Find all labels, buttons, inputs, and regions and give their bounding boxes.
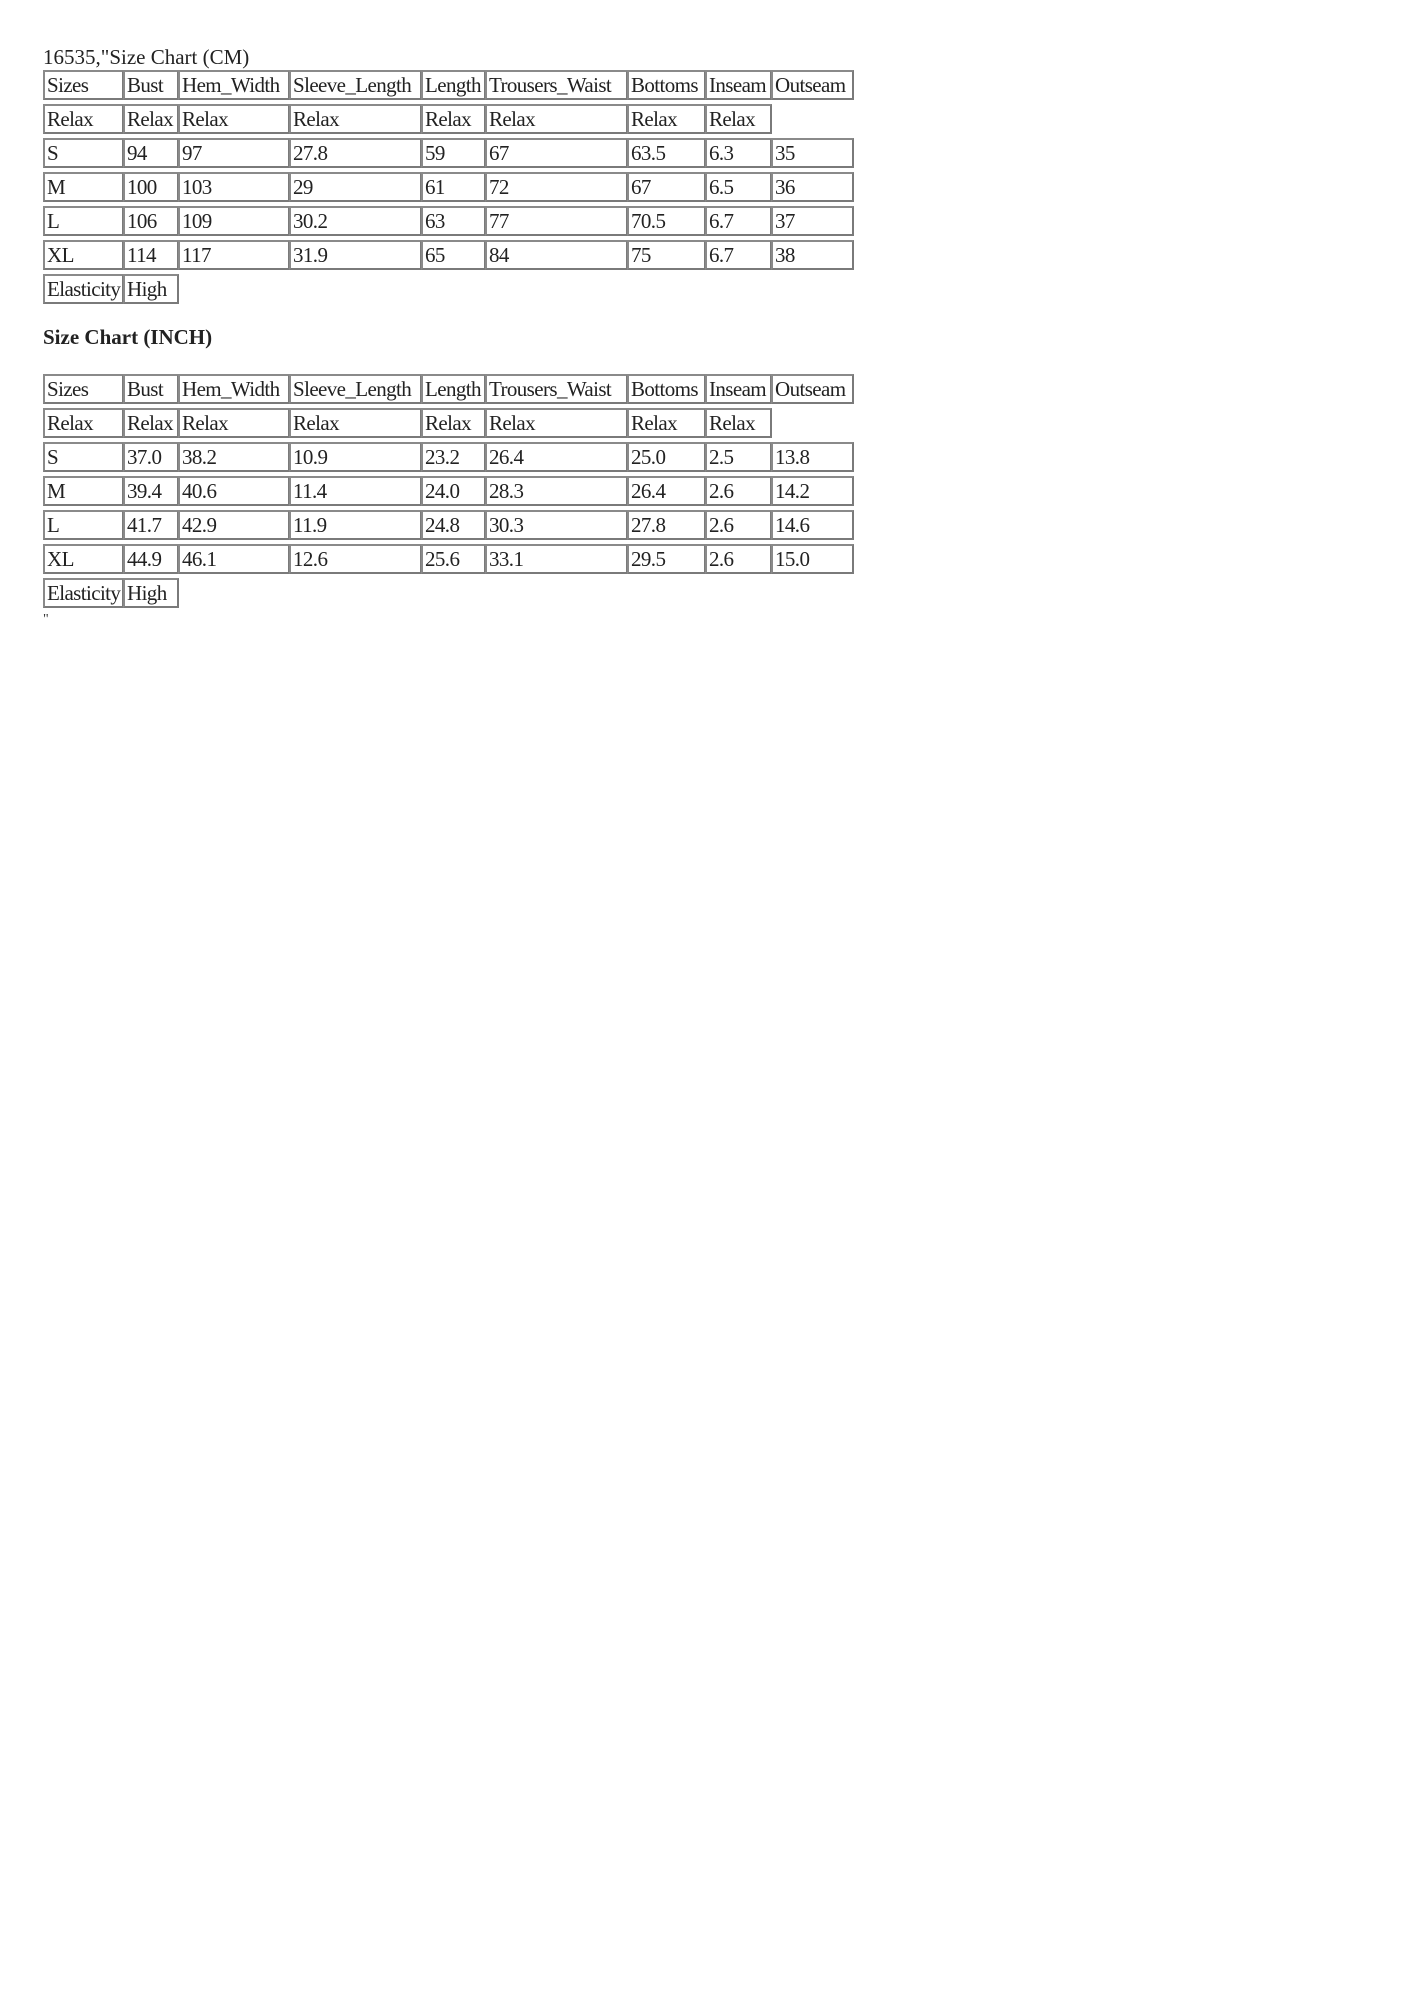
cell-trousers-waist: 72 [485, 172, 628, 202]
cell-trousers-waist: 26.4 [485, 442, 628, 472]
cell-inseam: Inseam [705, 374, 772, 404]
cell-bust: High [123, 578, 179, 608]
cell-trousers-waist: Trousers_Waist [485, 374, 628, 404]
cell-sleeve-length: 10.9 [289, 442, 422, 472]
cell-sleeve-length: 31.9 [289, 240, 422, 270]
cell-outseam: 14.2 [771, 476, 854, 506]
table-row [43, 476, 1373, 510]
cell-bottoms: 67 [627, 172, 706, 202]
cell-length: Relax [421, 408, 486, 438]
cell-sizes: Sizes [43, 70, 124, 100]
cell-trousers-waist: 67 [485, 138, 628, 168]
cell-hem-width: Relax [178, 104, 290, 134]
cell-sleeve-length: 27.8 [289, 138, 422, 168]
cell-length: Length [421, 374, 486, 404]
cell-inseam: Inseam [705, 70, 772, 100]
cell-sizes: XL [43, 544, 124, 574]
cell-bottoms: Bottoms [627, 70, 706, 100]
size-chart-cm-title: 16535,"Size Chart (CM) [43, 45, 250, 69]
cell-hem-width: 42.9 [178, 510, 290, 540]
table-header-row [43, 374, 1373, 408]
cell-hem-width: 46.1 [178, 544, 290, 574]
cell-trousers-waist: 30.3 [485, 510, 628, 540]
cell-bust: 100 [123, 172, 179, 202]
cell-outseam: 36 [771, 172, 854, 202]
cell-inseam: Relax [705, 104, 772, 134]
size-chart-page [43, 44, 1373, 628]
cell-outseam: 15.0 [771, 544, 854, 574]
cell-sizes: L [43, 206, 124, 236]
cell-sizes: M [43, 172, 124, 202]
cell-length: 24.0 [421, 476, 486, 506]
cell-trousers-waist: Relax [485, 104, 628, 134]
cell-bust: 106 [123, 206, 179, 236]
cell-inseam: 2.5 [705, 442, 772, 472]
cell-sizes: S [43, 138, 124, 168]
cell-sizes: M [43, 476, 124, 506]
closing-quote: " [43, 612, 49, 627]
cell-length: 63 [421, 206, 486, 236]
cell-outseam: 37 [771, 206, 854, 236]
cell-inseam: 2.6 [705, 544, 772, 574]
cell-length: 23.2 [421, 442, 486, 472]
cell-bottoms: 29.5 [627, 544, 706, 574]
cell-trousers-waist: 84 [485, 240, 628, 270]
cell-inseam: 2.6 [705, 476, 772, 506]
cell-bust: 94 [123, 138, 179, 168]
cell-trousers-waist: 28.3 [485, 476, 628, 506]
cell-inseam: 6.3 [705, 138, 772, 168]
table-row [43, 138, 1373, 172]
cell-inseam: 6.7 [705, 240, 772, 270]
table-row [43, 442, 1373, 476]
cell-bottoms: 25.0 [627, 442, 706, 472]
cell-trousers-waist: 77 [485, 206, 628, 236]
cell-sleeve-length: Relax [289, 104, 422, 134]
cell-sizes: Relax [43, 408, 124, 438]
cell-sleeve-length: Relax [289, 408, 422, 438]
table-elasticity-row [43, 578, 1373, 612]
cell-hem-width: Hem_Width [178, 70, 290, 100]
table-header-row [43, 70, 1373, 104]
cell-inseam: 2.6 [705, 510, 772, 540]
cell-bust: 44.9 [123, 544, 179, 574]
cell-outseam [771, 408, 854, 438]
cell-bust: Relax [123, 104, 179, 134]
cell-hem-width: 40.6 [178, 476, 290, 506]
cell-bottoms: Relax [627, 408, 706, 438]
cell-outseam [771, 104, 854, 134]
cell-sleeve-length: 12.6 [289, 544, 422, 574]
cell-hem-width: 38.2 [178, 442, 290, 472]
cell-bust: High [123, 274, 179, 304]
table-row [43, 206, 1373, 240]
cell-sizes: Sizes [43, 374, 124, 404]
cell-sizes: L [43, 510, 124, 540]
table-row [43, 544, 1373, 578]
cell-sleeve-length: 11.9 [289, 510, 422, 540]
cell-outseam: 35 [771, 138, 854, 168]
cell-hem-width: Hem_Width [178, 374, 290, 404]
table-row [43, 240, 1373, 274]
cell-hem-width: 117 [178, 240, 290, 270]
cell-bottoms: Relax [627, 104, 706, 134]
cell-hem-width: 97 [178, 138, 290, 168]
cell-sleeve-length: 11.4 [289, 476, 422, 506]
cell-sizes: Elasticity [43, 578, 124, 608]
cell-bust: Bust [123, 374, 179, 404]
cell-trousers-waist: Relax [485, 408, 628, 438]
cell-hem-width: Relax [178, 408, 290, 438]
cell-sizes: S [43, 442, 124, 472]
table-elasticity-row [43, 274, 1373, 308]
cell-bottoms: 26.4 [627, 476, 706, 506]
cell-sleeve-length: 30.2 [289, 206, 422, 236]
cell-length: 59 [421, 138, 486, 168]
cell-sizes: Elasticity [43, 274, 124, 304]
cell-bottoms: Bottoms [627, 374, 706, 404]
cell-bust: 41.7 [123, 510, 179, 540]
cell-length: 65 [421, 240, 486, 270]
cell-sizes: XL [43, 240, 124, 270]
cell-outseam: 13.8 [771, 442, 854, 472]
cell-sizes: Relax [43, 104, 124, 134]
table-fit-row [43, 408, 1373, 442]
cell-bottoms: 70.5 [627, 206, 706, 236]
cell-bottoms: 75 [627, 240, 706, 270]
cell-trousers-waist: 33.1 [485, 544, 628, 574]
cell-hem-width: 109 [178, 206, 290, 236]
cell-bust: Relax [123, 408, 179, 438]
cell-trousers-waist: Trousers_Waist [485, 70, 628, 100]
cell-hem-width: 103 [178, 172, 290, 202]
size-chart-inch-heading: Size Chart (INCH) [43, 325, 213, 349]
cell-sleeve-length: Sleeve_Length [289, 374, 422, 404]
cell-length: Length [421, 70, 486, 100]
cell-bust: 37.0 [123, 442, 179, 472]
cell-bottoms: 27.8 [627, 510, 706, 540]
cell-sleeve-length: 29 [289, 172, 422, 202]
table-row [43, 510, 1373, 544]
cell-outseam: 38 [771, 240, 854, 270]
cell-outseam: Outseam [771, 70, 854, 100]
table-row [43, 172, 1373, 206]
cell-sleeve-length: Sleeve_Length [289, 70, 422, 100]
cell-bust: 114 [123, 240, 179, 270]
cell-outseam: Outseam [771, 374, 854, 404]
cell-length: 24.8 [421, 510, 486, 540]
cell-bust: Bust [123, 70, 179, 100]
cell-inseam: 6.7 [705, 206, 772, 236]
cell-bust: 39.4 [123, 476, 179, 506]
cell-bottoms: 63.5 [627, 138, 706, 168]
cell-length: Relax [421, 104, 486, 134]
size-chart-inch-table [43, 374, 1373, 612]
cell-outseam: 14.6 [771, 510, 854, 540]
cell-inseam: Relax [705, 408, 772, 438]
cell-length: 25.6 [421, 544, 486, 574]
cell-length: 61 [421, 172, 486, 202]
size-chart-cm-table [43, 70, 1373, 308]
cell-inseam: 6.5 [705, 172, 772, 202]
table-fit-row [43, 104, 1373, 138]
